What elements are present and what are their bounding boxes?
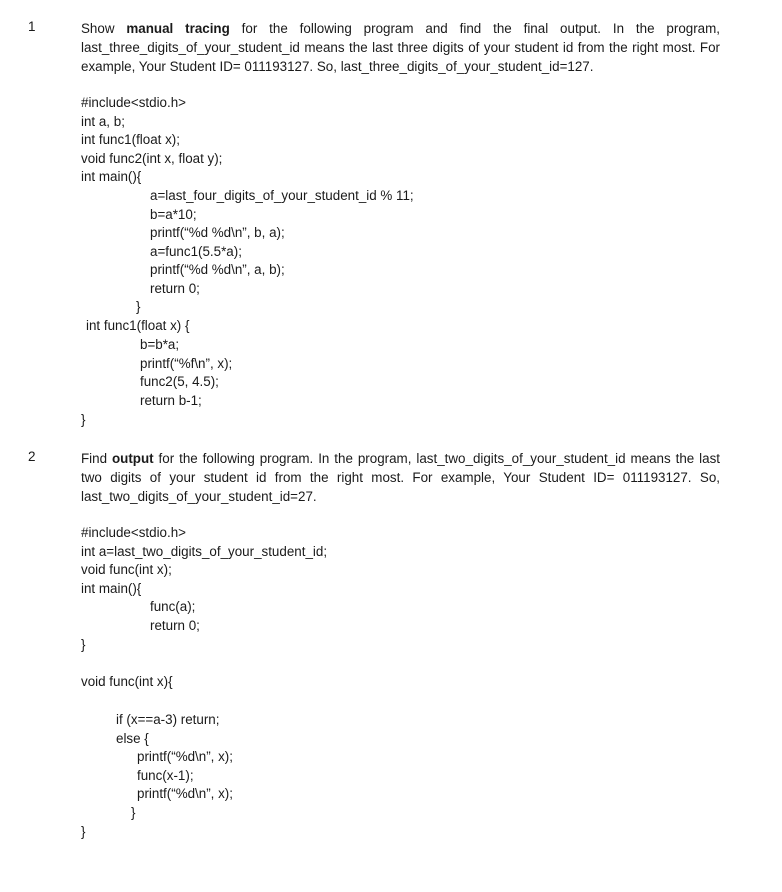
question-number-1: 1 — [28, 19, 36, 34]
q1-main-body — [150, 187, 414, 299]
code-line: #include<stdio.h> — [81, 525, 186, 540]
q2-func-body — [116, 711, 219, 748]
q2-else-close: } — [131, 805, 136, 820]
question-1-lead: Show — [81, 21, 127, 36]
code-line: a=func1(5.5*a); — [150, 243, 242, 259]
code-line: int func1(float x); — [81, 132, 180, 148]
code-line: func2(5, 4.5); — [140, 374, 219, 390]
question-1-keyword: manual tracing — [126, 21, 230, 36]
q2-main-close: } — [81, 637, 86, 652]
code-line: else { — [116, 730, 149, 746]
code-line: printf(“%d\n”, x); — [137, 786, 233, 802]
code-line: int main(){ — [81, 580, 142, 596]
code-line: func(x-1); — [137, 767, 194, 783]
q1-main-close: } — [136, 299, 141, 314]
code-line: void func2(int x, float y); — [81, 150, 223, 166]
code-line: int a=last_two_digits_of_your_student_id; — [81, 543, 328, 559]
code-line: int a, b; — [81, 113, 125, 129]
question-2-rest: for the following program. In the program, last_two_digits_of_your_student_id means the last two digits of your student id from the right most. For example, Your Student ID= 011193127. So, last_two_digits_of_your_student_id=27. — [81, 451, 720, 505]
code-line: #include<stdio.h> — [81, 95, 186, 110]
code-line: int main(){ — [81, 169, 142, 185]
code-line: printf(“%d %d\n”, b, a); — [150, 225, 285, 241]
code-line: a=last_four_digits_of_your_student_id % 11; — [150, 188, 414, 203]
q2-func-close: } — [81, 824, 86, 839]
question-number-2: 2 — [28, 449, 36, 464]
code-line: if (x==a-3) return; — [116, 712, 220, 727]
q1-func1-close: } — [81, 412, 86, 427]
q2-main-body — [150, 598, 200, 635]
question-2-lead: Find — [81, 451, 112, 466]
code-line: func(a); — [150, 599, 196, 614]
q1-code-head — [81, 94, 222, 187]
q2-func-signature: void func(int x){ — [81, 674, 173, 689]
code-line: b=a*10; — [150, 206, 197, 222]
q1-func1-body — [140, 336, 232, 410]
question-1-rest: for the following program and find the final output. In the program, last_three_digits_of_your_student_id means the last three digits of your student id from the right most. For example, Your Student ID= 011193127. So, last_three_digits_of_your_student_id=127. — [81, 21, 721, 75]
code-line: void func(int x); — [81, 562, 172, 578]
code-line: printf(“%d\n”, x); — [137, 749, 233, 764]
question-2-keyword: output — [111, 451, 154, 466]
q2-code-head — [81, 524, 327, 598]
code-line: b=b*a; — [140, 337, 180, 352]
code-line: printf(“%d %d\n”, a, b); — [150, 262, 285, 278]
code-line: printf(“%f\n”, x); — [140, 355, 233, 371]
question-1-text — [81, 19, 720, 77]
code-line: return 0; — [150, 280, 200, 296]
code-line: return b-1; — [140, 392, 202, 408]
q1-func1-signature: int func1(float x) { — [86, 318, 190, 333]
question-2-text — [81, 449, 720, 507]
code-line: return 0; — [150, 617, 200, 633]
q2-else-body — [137, 748, 233, 804]
